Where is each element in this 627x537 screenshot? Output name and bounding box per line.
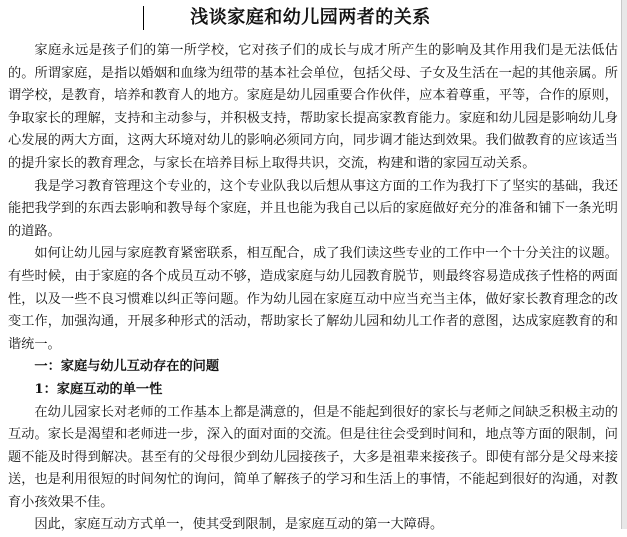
paragraph-1: 家庭永远是孩子们的第一所学校，它对孩子们的成长与成才所产生的影响及其作用我们是无法低估的。所谓家庭，是指以婚姻和血缘为纽带的基本社会单位，包括父母、子女及生活在一起的其他亲属。所谓学校，是教育，培养和教育人的地方。家庭是幼儿园重要合作伙伴，应本着尊重，平等，合作的原则，争取家长的理解，支持和主动参与，并积极支持，帮助家长提高家教育能力。家庭和幼儿园是影响幼儿身心发展的两大方面，这两大环境对幼儿的影响必须同方向，同步调才能达到效果。我们做教育的应该适当的提升家长的教育理念，与家长在培养目标上取得共识，交流，构建和谐的家园互动关系。	[8, 43, 618, 171]
window-right-border	[621, 0, 627, 529]
document-body	[8, 40, 618, 537]
paragraph-3: 如何让幼儿园与家庭教育紧密联系，相互配合，成了我们读这些专业的工作中一个十分关注的议题。有些时候，由于家庭的各个成员互动不够，造成家庭与幼儿园教育脱节，则最终容易造成孩子性格的两面性，以及一些不良习惯难以纠正等问题。作为幼儿园在家庭互动中应当充当主体，做好家长教育理念的改变工作，加强沟通，开展多种形式的活动，帮助家长了解幼儿园和幼儿工作者的意图，达成家庭教育的和谐统一。	[8, 246, 618, 352]
paragraph-2: 我是学习教育管理这个专业的，这个专业队我以后想从事这方面的工作为我打下了坚实的基础，我还能把我学到的东西去影响和教导每个家庭，并且也能为我自己以后的家庭做好充分的准备和铺下一条光明的道路。	[8, 178, 618, 239]
paragraph-4: 在幼儿园家长对老师的工作基本上都是满意的，但是不能起到很好的家长与老师之间缺乏积极主动的互动。家长是渴望和老师进一步，深入的面对面的交流。但是往往会受到时间和，地点等方面的限制，问题不能及时得到解决。甚至有的父母很少到幼儿园接孩子，大多是祖辈来接孩子。即使有部分是父母来接送，也是利用很短的时间匆忙的询问，简单了解孩子的学习和生活上的事情，不能起到很好的沟通，对教育小孩效果不佳。	[8, 404, 618, 510]
text-cursor	[143, 6, 144, 30]
section-heading: 一：家庭与幼儿互动存在的问题	[34, 359, 220, 375]
document-title: 浅谈家庭和幼儿园两者的关系	[190, 7, 431, 28]
subsection-heading: 1：家庭互动的单一性	[34, 381, 163, 397]
paragraph-5: 因此，家庭互动方式单一，使其受到限制，是家庭互动的第一大障碍。	[34, 517, 444, 533]
